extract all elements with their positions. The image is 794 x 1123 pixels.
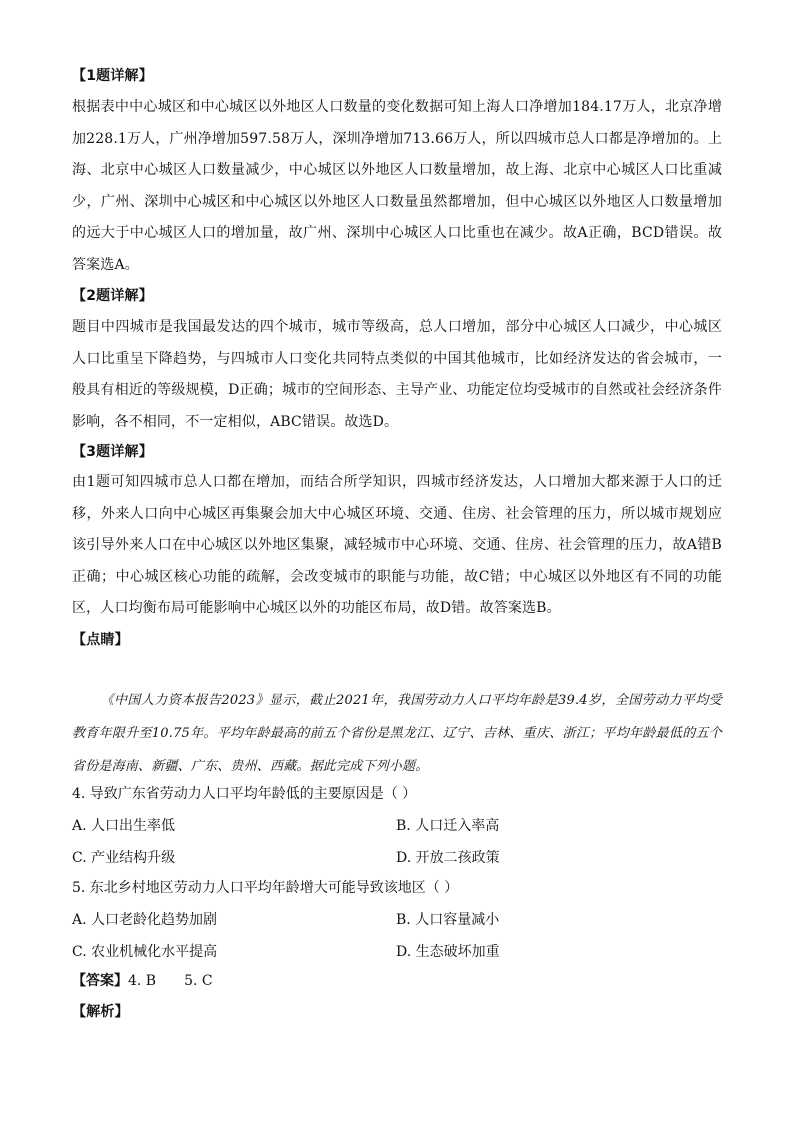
- question-4-options: [72, 816, 722, 880]
- section-3-text: 由1题可知四城市总人口都在增加，而结合所学知识，四城市经济发达，人口增加大都来源于人口的迁移，外来人口向中心城区再集聚会加大中心城区环境、交通、住房、社会管理的压力，所以城市规划应该引导外来人口在中心城区以外地区集聚，减轻城市中心环境、交通、住房、社会管理的压力，故A错B正确；中心城区核心功能的疏解，会改变城市的职能与功能，故C错；中心城区以外地区有不同的功能区，人口均衡布局可能影响中心城区以外的功能区布局，故D错。故答案选B。: [72, 474, 722, 617]
- question-4-option-d: D. 开放二孩政策: [396, 850, 500, 866]
- answer-item-4: 4. B: [128, 973, 157, 989]
- question-intro: 《中国人力资本报告2023》显示，截止2021年，我国劳动力人口平均年龄是39.4岁，全国劳动力平均受教育年限升至10.75年。平均年龄最高的前五个省份是黑龙江、辽宁、吉林、重庆、浙江；平均年龄最低的五个省份是海南、新疆、广东、贵州、西藏。据此完成下列小题。: [72, 693, 722, 774]
- question-4-option-b: B. 人口迁入率高: [396, 818, 500, 834]
- question-5-option-b: B. 人口容量减小: [396, 912, 500, 928]
- section-2-heading: 【2题详解】: [72, 288, 153, 304]
- section-3-heading: 【3题详解】: [72, 444, 153, 460]
- question-5-options: [72, 910, 722, 974]
- question-5-option-a: A. 人口老龄化趋势加剧: [72, 912, 218, 928]
- analysis-heading: 【解析】: [72, 1004, 129, 1020]
- answer-line: [72, 971, 722, 991]
- question-4-option-c: C. 产业结构升级: [72, 850, 176, 866]
- section-1-text: 根据表中中心城区和中心城区以外地区人口数量的变化数据可知上海人口净增加184.17万人，北京净增加228.1万人，广州净增加597.58万人，深圳净增加713.66万人，所以四城市总人口都是净增加的。上海、北京中心城区人口数量减少，中心城区以外地区人口数量增加，故上海、北京中心城区人口比重减少，广州、深圳中心城区和中心城区以外地区人口数量虽然都增加，但中心城区以外地区人口数量增加的远大于中心城区人口的增加量，故广州、深圳中心城区人口比重也在减少。故A正确，BCD错误。故答案选A。: [72, 99, 722, 273]
- question-5-option-c: C. 农业机械化水平提高: [72, 944, 218, 960]
- note-heading: 【点睛】: [72, 632, 129, 648]
- section-2-text: 题目中四城市是我国最发达的四个城市，城市等级高，总人口增加，部分中心城区人口减少，中心城区人口比重呈下降趋势，与四城市人口变化共同特点类似的中国其他城市，比如经济发达的省会城市，一般具有相近的等级规模，D正确；城市的空间形态、主导产业、功能定位均受城市的自然或社会经济条件影响，各不相同，不一定相似，ABC错误。故选D。: [72, 319, 722, 430]
- question-4-option-a: A. 人口出生率低: [72, 818, 176, 834]
- question-4-stem: 4. 导致广东省劳动力人口平均年龄低的主要原因是（ ）: [72, 786, 417, 802]
- section-1-heading: 【1题详解】: [72, 68, 153, 84]
- question-5-option-d: D. 生态破坏加重: [396, 944, 500, 960]
- question-5-stem: 5. 东北乡村地区劳动力人口平均年龄增大可能导致该地区（ ）: [72, 880, 459, 896]
- answer-item-5: 5. C: [184, 973, 213, 989]
- answer-label: 【答案】: [72, 973, 128, 989]
